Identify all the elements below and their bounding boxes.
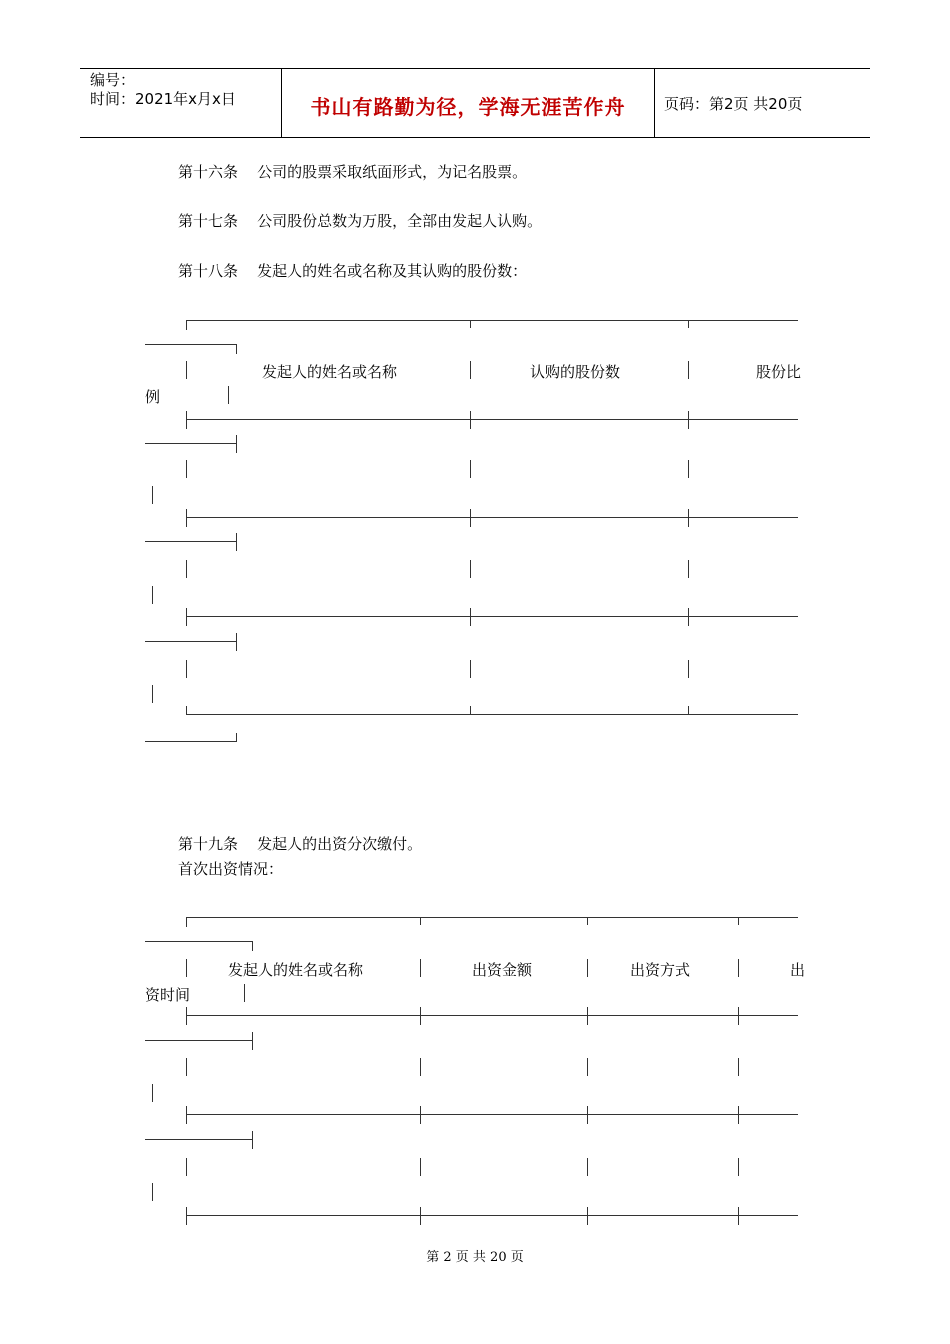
table-border bbox=[252, 941, 253, 951]
table-border bbox=[738, 1106, 739, 1124]
table-border bbox=[186, 411, 187, 429]
table-border bbox=[152, 685, 153, 703]
header-meta bbox=[90, 71, 236, 109]
article-17: 第十七条 公司股份总数为万股，全部由发起人认购。 bbox=[178, 212, 543, 230]
table-border bbox=[688, 361, 689, 379]
table-border bbox=[738, 1007, 739, 1025]
table-border bbox=[145, 1139, 252, 1140]
table-border bbox=[470, 361, 471, 379]
table1-header-name: 发起人的姓名或名称 bbox=[262, 363, 398, 381]
table-border bbox=[186, 1207, 187, 1225]
table-border bbox=[186, 1058, 187, 1076]
table-border bbox=[186, 660, 187, 678]
table-border bbox=[186, 1015, 798, 1016]
table-border bbox=[186, 1106, 187, 1124]
table-border bbox=[145, 541, 236, 542]
table-border bbox=[236, 435, 237, 453]
document-header bbox=[80, 68, 870, 138]
table-border bbox=[186, 361, 187, 379]
table-border bbox=[186, 1158, 187, 1176]
table-border bbox=[152, 586, 153, 604]
header-divider-right bbox=[654, 69, 655, 137]
table2-header-name: 发起人的姓名或名称 bbox=[228, 961, 364, 979]
table-border bbox=[236, 533, 237, 551]
header-page-info: 页码：第2页 共20页 bbox=[664, 95, 803, 113]
header-motto: 书山有路勤为径，学海无涯苦作舟 bbox=[310, 95, 626, 119]
table-border bbox=[587, 1106, 588, 1124]
table-border bbox=[186, 1114, 798, 1115]
table-border bbox=[186, 509, 187, 527]
table-border bbox=[152, 486, 153, 504]
table-border bbox=[228, 386, 229, 404]
table-border bbox=[186, 959, 187, 977]
table-border bbox=[186, 706, 187, 715]
table-border bbox=[470, 560, 471, 578]
table-border bbox=[145, 641, 236, 642]
table-border bbox=[186, 616, 798, 617]
table-border bbox=[145, 941, 252, 942]
table-border bbox=[152, 1183, 153, 1201]
table-border bbox=[688, 608, 689, 626]
time-label: 时间：2021年x月x日 bbox=[90, 90, 236, 108]
table-border bbox=[688, 460, 689, 478]
table-border bbox=[587, 917, 588, 925]
table-border bbox=[186, 320, 187, 330]
table-border bbox=[470, 320, 471, 328]
table-border bbox=[236, 633, 237, 651]
table-border bbox=[252, 1032, 253, 1050]
table-border bbox=[236, 344, 237, 354]
table-border bbox=[186, 917, 798, 918]
table-border bbox=[587, 1058, 588, 1076]
table2-header-amount: 出资金额 bbox=[472, 961, 533, 979]
table-border bbox=[186, 714, 798, 715]
article-16: 第十六条 公司的股票采取纸面形式，为记名股票。 bbox=[178, 163, 528, 181]
table-border bbox=[186, 1007, 187, 1025]
table-border bbox=[738, 1058, 739, 1076]
table-border bbox=[145, 1040, 252, 1041]
table-border bbox=[470, 509, 471, 527]
table-border bbox=[470, 660, 471, 678]
table-border bbox=[186, 419, 798, 420]
table-border bbox=[186, 560, 187, 578]
table-border bbox=[738, 959, 739, 977]
table-border bbox=[688, 560, 689, 578]
table-border bbox=[470, 608, 471, 626]
table-border bbox=[587, 1207, 588, 1225]
table2-header-method: 出资方式 bbox=[630, 961, 691, 979]
table-border bbox=[420, 1007, 421, 1025]
table-border bbox=[470, 460, 471, 478]
table-border bbox=[587, 1158, 588, 1176]
table1-header-ratio: 股份比 bbox=[756, 363, 802, 381]
number-label: 编号： bbox=[90, 71, 136, 89]
table-border bbox=[186, 917, 187, 927]
table-border bbox=[186, 608, 187, 626]
table-border bbox=[420, 1106, 421, 1124]
table-border bbox=[420, 959, 421, 977]
table-border bbox=[186, 1215, 798, 1216]
table-border bbox=[186, 460, 187, 478]
table-border bbox=[738, 917, 739, 925]
table-border bbox=[688, 411, 689, 429]
table-border bbox=[420, 1058, 421, 1076]
page-footer: 第 2 页 共 20 页 bbox=[426, 1250, 524, 1265]
table-border bbox=[420, 1207, 421, 1225]
table-border bbox=[420, 1158, 421, 1176]
table-border bbox=[186, 320, 798, 321]
table2-header-time: 出 bbox=[790, 961, 806, 979]
table-border bbox=[244, 984, 245, 1002]
table-border bbox=[688, 660, 689, 678]
table1-header-shares: 认购的股份数 bbox=[530, 363, 621, 381]
table-border bbox=[145, 741, 236, 742]
table-border bbox=[145, 344, 236, 345]
table-border bbox=[186, 517, 798, 518]
table-border bbox=[587, 1007, 588, 1025]
table-border bbox=[688, 706, 689, 715]
table-border bbox=[587, 959, 588, 977]
article-19: 第十九条 发起人的出资分次缴付。 bbox=[178, 835, 423, 853]
table-border bbox=[688, 509, 689, 527]
table-border bbox=[152, 1084, 153, 1102]
table1-header-ratio-wrap: 例 bbox=[145, 388, 161, 406]
table-border bbox=[252, 1131, 253, 1149]
article-18: 第十八条 发起人的姓名或名称及其认购的股份数： bbox=[178, 262, 528, 280]
table2-header-time-wrap: 资时间 bbox=[145, 986, 191, 1004]
table-border bbox=[236, 733, 237, 742]
table-border bbox=[420, 917, 421, 925]
first-contribution-heading: 首次出资情况： bbox=[178, 860, 284, 878]
table-border bbox=[738, 1158, 739, 1176]
table-border bbox=[738, 1207, 739, 1225]
table-border bbox=[470, 706, 471, 715]
table-border bbox=[470, 411, 471, 429]
table-border bbox=[145, 443, 236, 444]
table-border bbox=[688, 320, 689, 328]
